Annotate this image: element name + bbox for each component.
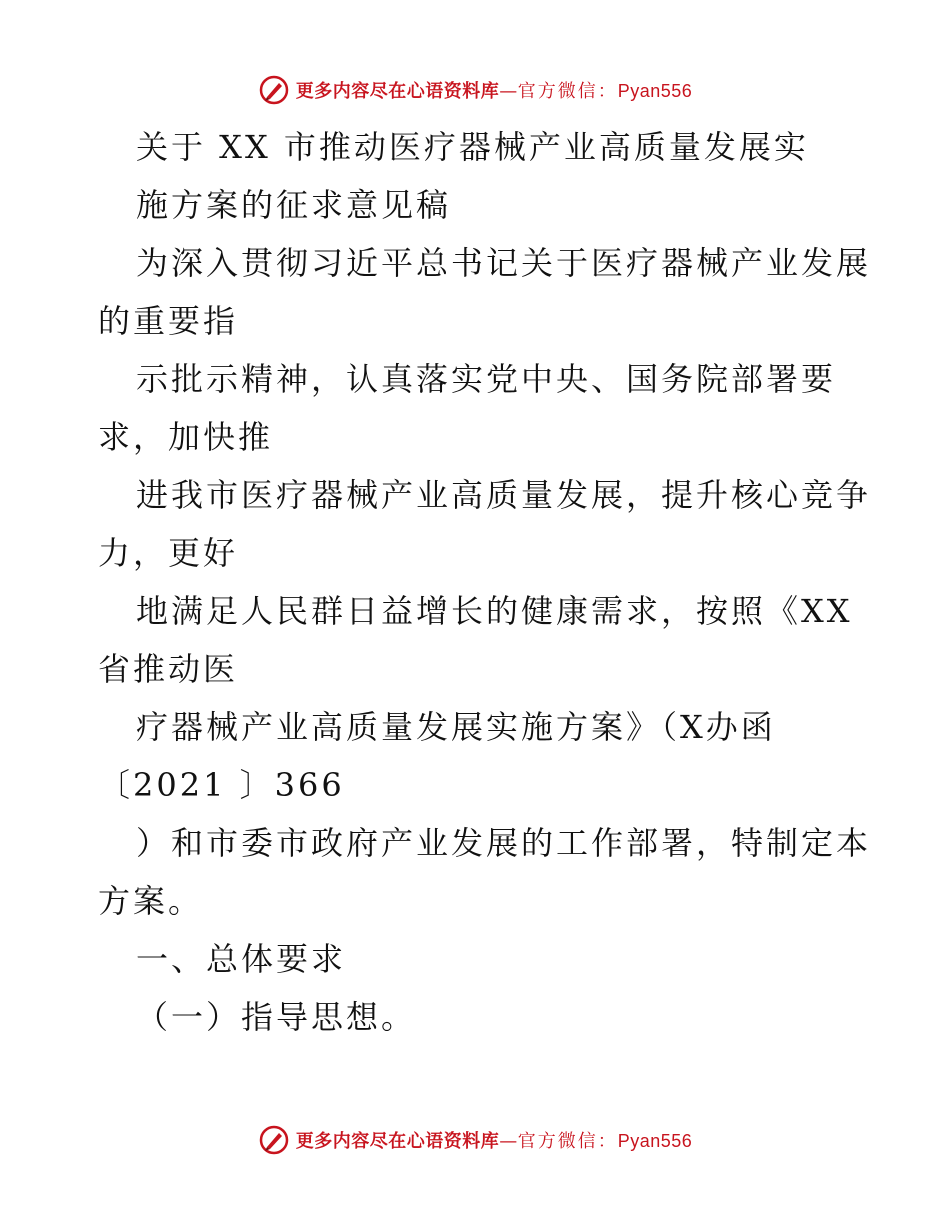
banner-wechat-id: Pyan556	[617, 1131, 693, 1151]
banner-brand: 更多内容尽在心语资料库	[295, 1131, 500, 1152]
document-body	[98, 118, 872, 1046]
text-line: 一、总体要求	[136, 940, 347, 978]
text-line: 疗器械产业高质量发展实施方案》（X办函	[136, 708, 776, 746]
banner-text	[296, 77, 693, 103]
text-line: 示批示精神，认真落实党中央、国务院部署要	[136, 360, 837, 398]
banner-dash: —	[499, 81, 518, 102]
banner-brand: 更多内容尽在心语资料库	[295, 81, 500, 102]
text-line: 为深入贯彻习近平总书记关于医疗器械产业发展	[136, 244, 872, 282]
pen-logo-icon	[258, 74, 290, 106]
text-line: 〔2021 〕366	[98, 766, 345, 804]
text-line: （一）指导思想。	[136, 998, 417, 1036]
pen-logo-icon	[258, 1124, 290, 1156]
banner-text	[296, 1127, 693, 1153]
text-line: 关于 XX 市推动医疗器械产业高质量发展实	[136, 128, 809, 166]
text-line: 施方案的征求意见稿	[136, 186, 452, 224]
text-line: 地满足人民群日益增长的健康需求，按照《XX	[136, 592, 853, 630]
header-banner	[0, 70, 950, 110]
banner-wechat-label: 官方微信：	[517, 1131, 618, 1152]
text-line: 力，更好	[98, 534, 239, 572]
text-line: 进我市医疗器械产业高质量发展，提升核心竞争	[136, 476, 872, 514]
text-line: 的重要指	[98, 302, 239, 340]
text-line: 省推动医	[98, 650, 239, 688]
text-line: ）和市委市政府产业发展的工作部署，特制定本	[136, 824, 872, 862]
footer-banner	[0, 1120, 950, 1160]
banner-wechat-label: 官方微信：	[517, 81, 618, 102]
banner-dash: —	[499, 1131, 518, 1152]
banner-wechat-id: Pyan556	[617, 81, 693, 101]
text-line: 求，加快推	[98, 418, 274, 456]
text-line: 方案。	[98, 882, 204, 920]
